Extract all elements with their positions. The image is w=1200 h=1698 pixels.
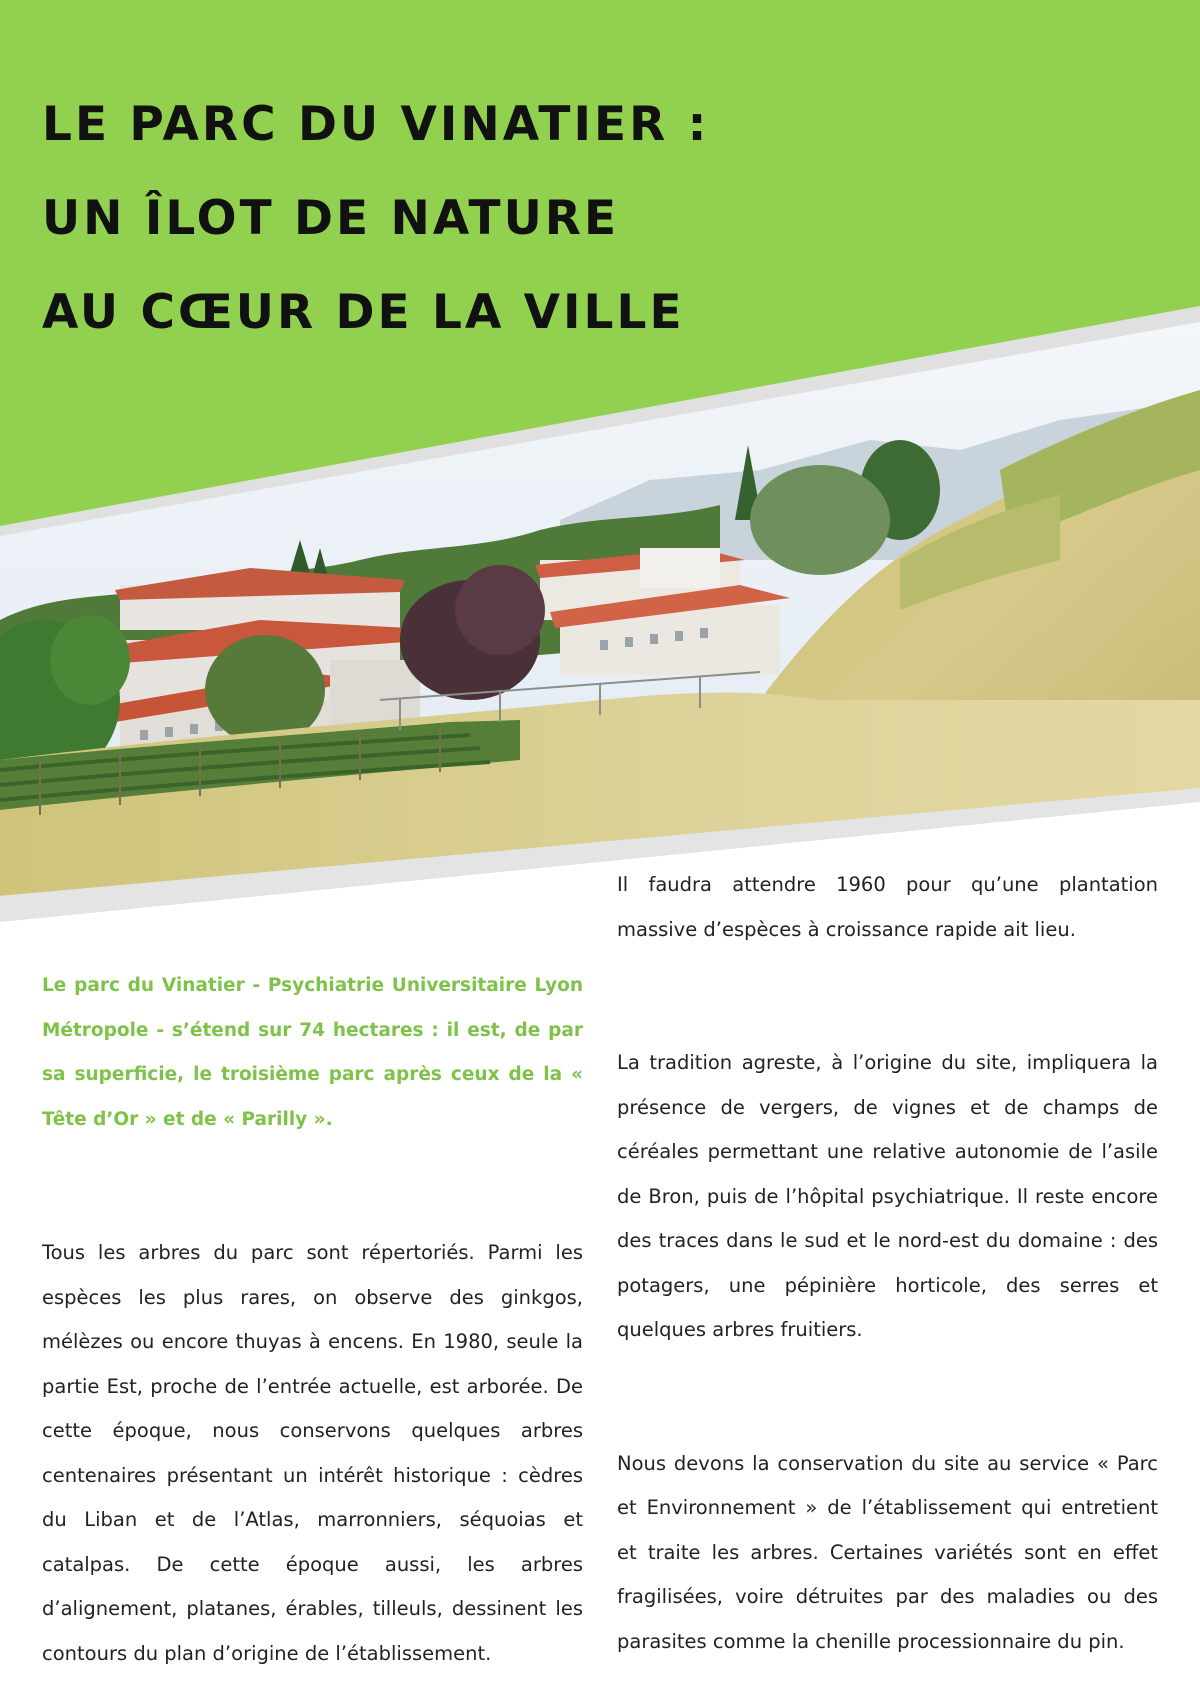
right-column xyxy=(617,863,1158,1664)
left-column xyxy=(42,964,583,1676)
conservation-paragraph: Nous devons la conservation du site au service « Parc et Environnement » de l’établissement qui entretient et traite les arbres. Certaines variétés sont en effet fragilisées, voire détruites par des maladies ou des parasites comme la chenille processionnaire du pin. xyxy=(617,1451,1158,1653)
tradition-paragraph: La tradition agreste, à l’origine du site, impliquera la présence de vergers, de vignes et de champs de céréales permettant une relative autonomie de l’asile de Bron, puis de l’hôpital psychiatrique. Il reste encore des traces dans le sud et le nord-est du domaine : des potagers, une pépinière horticole, des serres et quelques arbres fruitiers. xyxy=(617,1051,1158,1341)
title-line-2: UN ÎLOT DE NATURE xyxy=(42,191,620,246)
trees-paragraph: Tous les arbres du parc sont répertoriés. Parmi les espèces les plus rares, on observe des ginkgos, mélèzes ou encore thuyas à encens. En 1980, seule la partie Est, proche de l’entrée actuelle, est arborée. De cette époque, nous conservons quelques arbres centenaires présentant un intérêt historique : cèdres du Liban et de l’Atlas, marronniers, séquoias et catalpas. De cette époque aussi, les arbres d’alignement, platanes, érables, tilleuls, dessinent les contours du plan d’origine de l’établissement. xyxy=(42,1241,583,1665)
title-line-1: LE PARC DU VINATIER : xyxy=(42,97,710,152)
title-line-3: AU CŒUR DE LA VILLE xyxy=(42,285,685,340)
page-title xyxy=(42,78,709,360)
plantation-paragraph: Il faudra attendre 1960 pour qu’une plantation massive d’espèces à croissance rapide ait lieu. xyxy=(617,873,1158,941)
intro-paragraph: Le parc du Vinatier - Psychiatrie Universitaire Lyon Métropole - s’étend sur 74 hectares : il est, de par sa superficie, le troisième parc après ceux de la « Tête d’Or » et de « Parilly ». xyxy=(42,975,583,1130)
